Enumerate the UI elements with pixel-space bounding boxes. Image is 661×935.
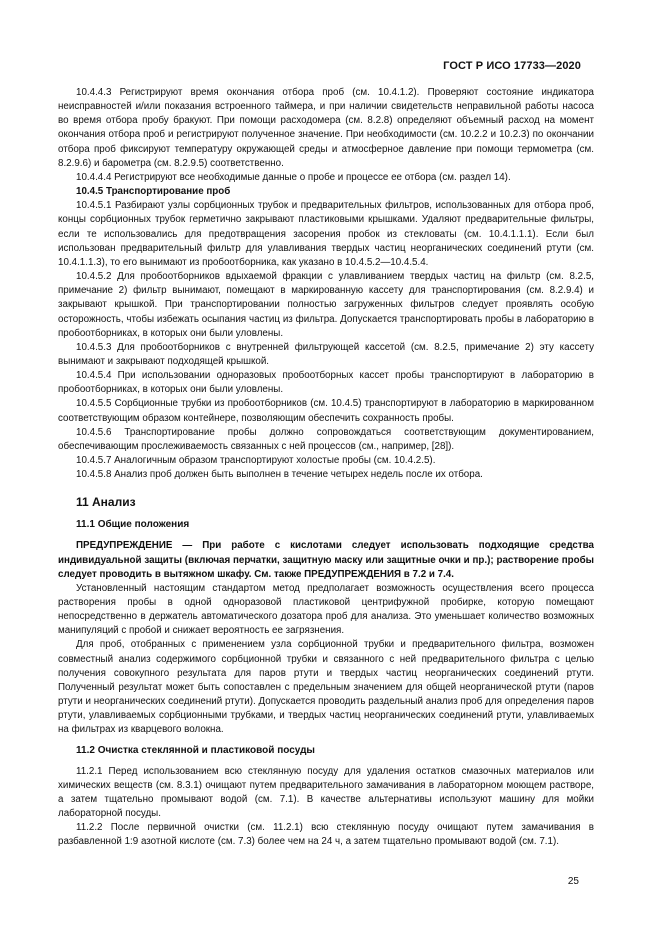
subsection-heading-10-4-5: 10.4.5 Транспортирование проб [76,186,231,198]
warning-paragraph: ПРЕДУПРЕЖДЕНИЕ — При работе с кислотами следует использовать подходящие средства индивидуальной защиты (включая перчатки, защитную маску или защитные очки и пр.); растворение пробы следует проводить в вытяжном шкафу. См. также ПРЕДУПРЕЖДЕНИЯ в 7.2 и 7.4. [58,540,594,580]
paragraph-10-4-5-3: 10.4.5.3 Для пробоотборников с внутренней фильтрующей кассетой (см. 8.2.5, примечание 2) эту кассету вынимают и закрывают подходящей крышкой. [58,341,594,367]
paragraph-11-2-1: 11.2.1 Перед использованием всю стеклянную посуду для удаления остатков смазочных материалов или химических веществ (см. 8.3.1) очищают путем предварительного замачивания в лабораторном моющем растворе, а затем тщательно промывают водой (см. 7.1). В качестве альтернативы используют машину для мойки лабораторной посуды. [58,765,594,820]
paragraph-combined-analysis: Для проб, отобранных с применением узла сорбционной трубки и предварительного фильтра, возможен совместный анализ содержимого сорбционной трубки и связанного с ней предварительного фильтра с целью получения совокупного результата для паров ртути и твердых частиц неорганических соединений ртути. Полученный результат может быть сопоставлен с предельным значением для общей неорганической ртути (паров ртути и неорганических соединений ртути). Допускается проводить раздельный анализ проб для определения паров ртути, улавливаемых сорбционными трубками, и твердых частиц неорганических соединений ртути, улавливаемых на фильтрах из кварцевого волокна. [58,639,594,736]
paragraph-10-4-5-4: 10.4.5.4 При использовании одноразовых пробоотборных кассет пробы транспортируют в лабораторию в пробоотборниках, в которых они были уловлены. [58,370,594,396]
page-body [58,86,594,850]
paragraph-10-4-5-1: 10.4.5.1 Разбирают узлы сорбционных трубок и предварительных фильтров, использованных для отбора проб, концы сорбционных трубок герметично закрывают пластиковыми крышками. Удаляют предварительные фильтры, если те использовались для предотвращения засорения пробок из стекловаты (см. 10.4.1.1.1). Если был использован предварительный фильтр для улавливания твердых частиц неорганических соединений ртути (см. 10.4.1.1.3), то его вынимают из пробоотборника, как указано в 10.4.5.2—10.4.5.4. [58,200,594,268]
paragraph-11-2-2: 11.2.2 После первичной очистки (см. 11.2.1) всю стеклянную посуду очищают путем замачивания в разбавленной 1:9 азотной кислоте (см. 7.3) более чем на 24 ч, а затем тщательно промывают водой (см. 7.1). [58,822,594,848]
section-heading-11: 11 Анализ [76,495,136,510]
paragraph-10-4-5-7: 10.4.5.7 Аналогичным образом транспортируют холостые пробы (см. 10.4.2.5). [76,455,436,467]
paragraph-10-4-5-6: 10.4.5.6 Транспортирование пробы должно сопровождаться соответствующим документированием, обеспечивающим прослеживаемость связанных с ней процессов (см., например, [28]). [58,426,594,452]
subsection-heading-11-1: 11.1 Общие положения [76,519,190,531]
paragraph-10-4-5-2: 10.4.5.2 Для пробоотборников вдыхаемой фракции с улавливанием твердых частиц на фильтр (см. 8.2.5, примечание 2) фильтр вынимают, помещают в маркированную кассету для транспортирования (см. 8.2.9.4) и закрывают крышкой. При транспортировании полностью загруженных фильтров следует проявлять особую осторожность, чтобы избежать осыпания частиц из фильтра. Допускается транспортировать пробы в лабораторию в пробоотборниках, в которых они были уловлены. [58,271,594,339]
paragraph-10-4-4-4: 10.4.4.4 Регистрируют все необходимые данные о пробе и процессе ее отбора (см. раздел 14). [76,171,511,183]
paragraph-10-4-5-8: 10.4.5.8 Анализ проб должен быть выполнен в течение четырех недель после их отбора. [76,469,483,481]
paragraph-10-4-5-5: 10.4.5.5 Сорбционные трубки из пробоотборников (см. 10.4.5) транспортируют в лабораторию в маркированном соответствующим образом контейнере, позволяющим обеспечить сохранность пробы. [58,398,594,424]
subsection-heading-11-2: 11.2 Очистка стеклянной и пластиковой посуды [76,744,315,756]
standard-header: ГОСТ Р ИСО 17733—2020 [443,60,581,72]
paragraph-10-4-4-3: 10.4.4.3 Регистрируют время окончания отбора проб (см. 10.4.1.2). Проверяют состояние индикатора неисправностей и/или показания встроенного таймера, и при наличии свидетельств неправильной работы насоса во время отбора пробу бракуют. При помощи расходомера (см. 8.2.8) определяют объемный расход на момент окончания отбора проб и регистрируют полученное значение. При необходимости (см. 10.2.2 и 10.2.3) по окончании отбора проб фиксируют температуру окружающей среды и атмосферное давление при помощи термометра (см. 8.2.9.6) и барометра (см. 8.2.9.5) соответственно. [58,87,594,169]
page-number: 25 [567,876,579,887]
paragraph-method-description: Установленный настоящим стандартом метод предполагает возможность осуществления всего процесса растворения пробы в одной одноразовой пластиковой центрифужной пробирке, которую помещают непосредственно в держатель автоматического дозатора проб для анализа. Это уменьшает количество возможных манипуляций с пробой и снижает вероятность ее загрязнения. [58,582,594,637]
